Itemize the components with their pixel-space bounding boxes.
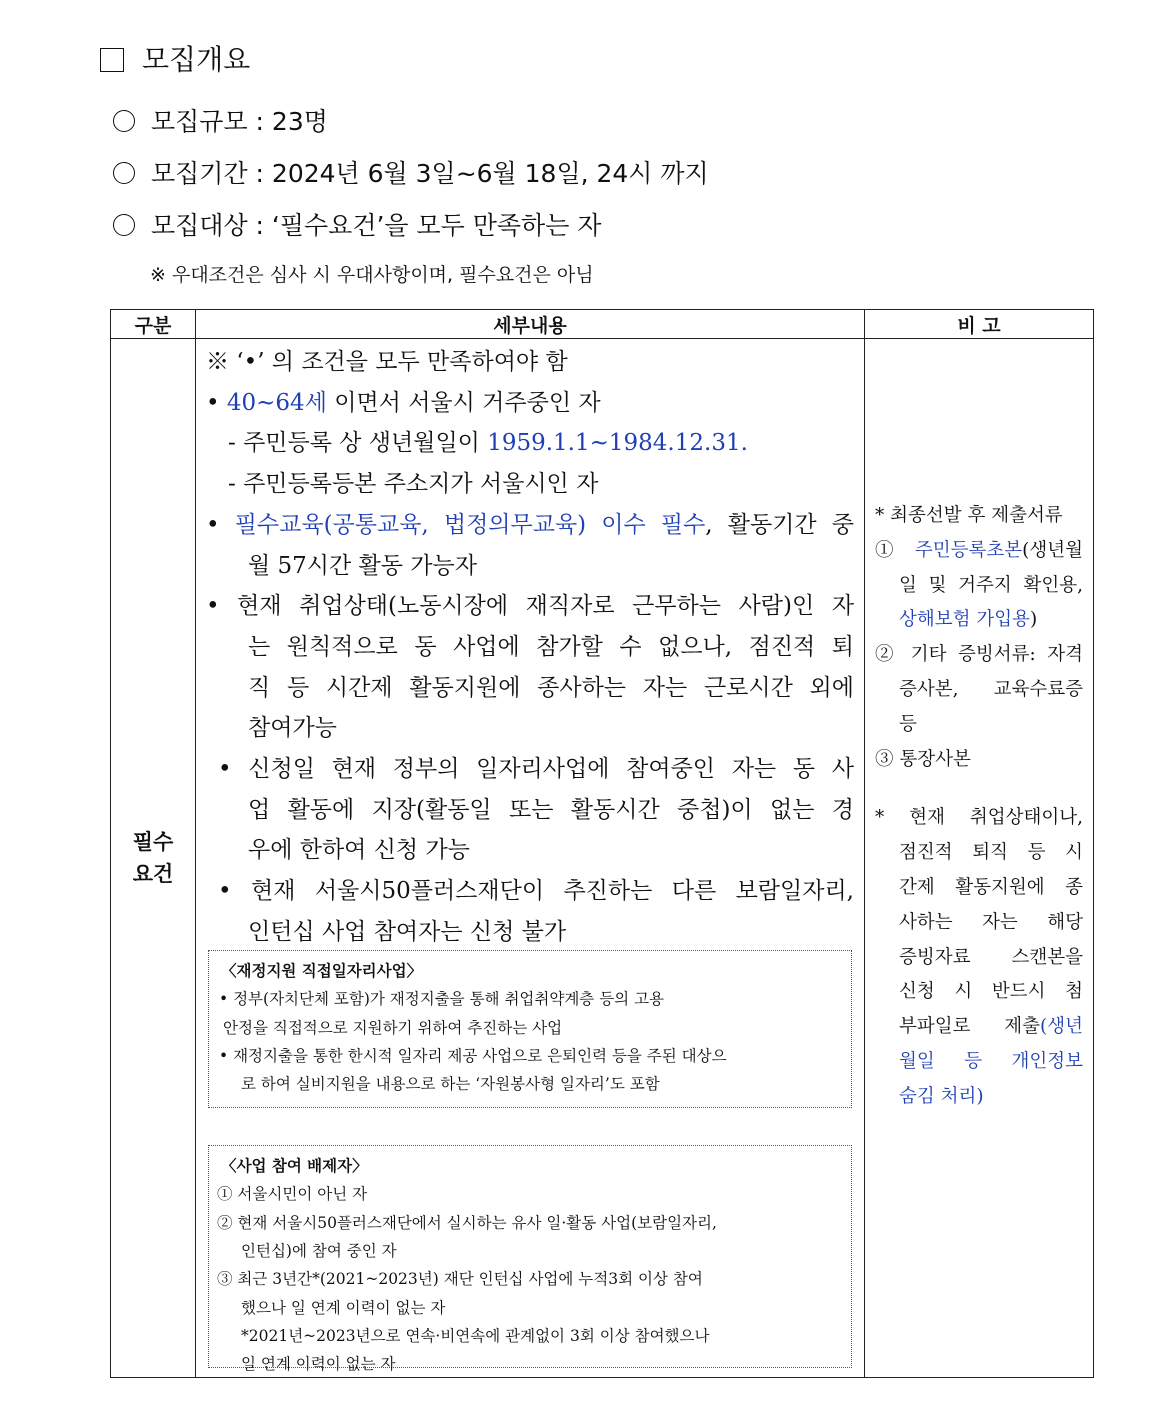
text-line [875,640,1083,666]
box-line: 로 하여 실비지원을 내용으로 하는 ‘자원봉사형 일자리’도 포함 [241,1075,660,1094]
text-segment: 간제 활동지원에 종 [899,877,1083,898]
text-segment: ③ 통장사본 [875,748,971,770]
text-line [218,750,854,783]
box-title: 〈재정지원 직접일자리사업〉 [221,961,423,980]
text-line [875,803,1083,829]
preference-note: ※ 우대조건은 심사 시 우대사항이며, 필수요건은 아님 [150,264,594,286]
highlighted-text: 주민등록초본 [914,539,1023,561]
box-line: ① 서울시민이 아닌 자 [217,1185,368,1204]
text-segment: 등 [899,713,917,735]
text-line [899,571,1083,597]
text-line [248,669,854,702]
text-line [248,791,854,824]
text-line [899,675,1083,701]
text-segment: 사하는 자는 해당 [899,911,1083,933]
box-line: *2021년~2023년으로 연속·비연속에 관계없이 3회 이상 참여했으나 [241,1326,710,1345]
text-line [206,506,854,539]
highlighted-text: 필수교육(공통교육, 법정의무교육) 이수 필수 [234,511,706,538]
text-segment: ① [875,539,915,561]
text-line [228,424,748,457]
checkbox-square-icon [100,48,124,72]
recruit-target [113,206,601,242]
text-line [248,913,566,946]
text-line [899,605,1083,631]
text-segment: 는 원칙적으로 동 사업에 참가할 수 없으나, 점진적 퇴 [248,633,854,660]
text-segment: 월 57시간 활동 가능자 [248,552,477,579]
box-line: ② 현재 서울시50플러스재단에서 실시하는 유사 일·활동 사업(보람일자리, [217,1213,717,1232]
text-segment: 이면서 서울시 거주중인 자 [326,389,601,416]
header-details: 세부내용 [196,310,865,339]
text-segment: , 활동기간 중 [705,511,854,538]
text-line [899,977,1083,1003]
category-cell [111,339,196,1378]
recruit-size-text: 모집규모 : 23명 [151,107,328,136]
highlighted-text: (생년 [1040,1016,1083,1038]
text-segment: 신청 시 반드시 첨 [899,981,1083,1003]
text-line [248,547,477,580]
highlighted-text: 40~64세 [226,389,327,416]
text-segment: * 최종선발 후 제출서류 [875,505,1063,526]
text-segment: 증사본, 교육수료증 [899,679,1083,700]
box-line: ③ 최근 3년간*(2021~2023년) 재단 인턴십 사업에 누적3회 이상 참여 [217,1270,703,1289]
text-line [248,628,854,661]
text-line [899,838,1083,864]
remarks-cell [865,339,1094,1378]
recruit-period-text: 모집기간 : 2024년 6월 3일~6월 18일, 24시 까지 [151,159,709,188]
section-title [100,38,250,78]
box-line: 인턴십)에 참여 중인 자 [241,1241,397,1260]
text-line [899,1012,1083,1038]
category-line: 필수 [132,829,174,854]
text-segment: - 주민등록등본 주소지가 서울시인 자 [228,471,599,498]
text-segment: 부파일로 제출 [899,1016,1041,1038]
text-segment: 업 활동에 지장(활동일 또는 활동시간 중첩)이 없는 경 [248,796,854,823]
text-segment: • [206,389,227,416]
text-segment: • 현재 서울시50플러스재단이 추진하는 다른 보람일자리, [218,878,854,905]
text-segment: 인턴십 사업 참여자는 신청 불가 [248,918,567,945]
recruit-target-text: 모집대상 : ‘필수요건’을 모두 만족하는 자 [151,211,602,240]
text-line [218,872,854,905]
text-segment: 점진적 퇴직 등 시 [899,842,1083,864]
circle-bullet-icon [113,110,135,132]
text-line [206,343,568,376]
text-line [899,710,1083,736]
text-segment: ② 기타 증빙서류: 자격 [875,644,1083,666]
text-line [875,536,1083,562]
box-title: 〈사업 참여 배제자〉 [221,1156,368,1175]
text-line [228,465,598,498]
recruit-period [113,154,709,190]
text-segment: (생년월 [1022,539,1083,561]
text-segment: • 현재 취업상태(노동시장에 재직자로 근무하는 사람)인 자 [206,593,854,620]
box-line: 일 연계 이력이 없는 자 [241,1355,396,1374]
text-segment: • [206,511,235,538]
text-segment: - 주민등록 상 생년월일이 [228,430,488,457]
box-line: • 정부(자치단체 포함)가 재정지출을 통해 취업취약계층 등의 고용 [219,990,665,1009]
text-line [899,943,1083,969]
text-segment: • 신청일 현재 정부의 일자리사업에 참여중인 자는 동 사 [218,756,854,782]
exclusion-box [208,1145,852,1374]
text-line [875,745,1083,771]
category-line: 요건 [132,861,174,886]
text-segment: 증빙자료 스캔본을 [899,946,1083,968]
text-segment: 우에 한하여 신청 가능 [248,837,470,864]
text-segment: * 현재 취업상태이나, [875,807,1083,829]
text-line [248,709,337,742]
text-line [899,1047,1083,1073]
section-title-text: 모집개요 [142,43,251,76]
header-category: 구분 [111,310,196,339]
requirements-table [110,309,1094,1378]
table-header-row [111,310,1094,339]
text-line [875,501,1083,527]
highlighted-text: 숨김 처리) [899,1085,984,1107]
text-segment: 참여가능 [248,715,337,742]
text-segment: 일 및 거주지 확인용, [899,574,1083,596]
text-line [248,831,470,864]
text-segment: ※ ‘•’ 의 조건을 모두 만족하여야 함 [206,349,568,375]
table-row [111,339,1094,1378]
circle-bullet-icon [113,214,135,236]
text-line [206,587,854,620]
details-cell [196,339,865,1378]
text-segment: 직 등 시간제 활동지원에 종사하는 자는 근로시간 외에 [248,674,854,701]
highlighted-text: 월일 등 개인정보 [899,1051,1083,1072]
text-line [899,908,1083,934]
text-line [206,384,601,417]
header-remarks: 비 고 [865,310,1094,339]
text-line [899,1082,1083,1108]
highlighted-text: 상해보험 가입용 [899,609,1030,631]
box-line: 했으나 일 연계 이력이 없는 자 [241,1298,446,1317]
text-line [899,873,1083,899]
highlighted-text: 1959.1.1~1984.12.31. [487,430,748,457]
box-line: 안정을 직접적으로 지원하기 위하여 추진하는 사업 [223,1018,563,1037]
box-line: • 재정지출을 통한 한시적 일자리 제공 사업으로 은퇴인력 등을 주된 대상으 [219,1046,727,1065]
recruit-size [113,102,328,138]
direct-job-box [208,950,852,1108]
circle-bullet-icon [113,162,135,184]
text-segment: ) [1029,609,1038,631]
